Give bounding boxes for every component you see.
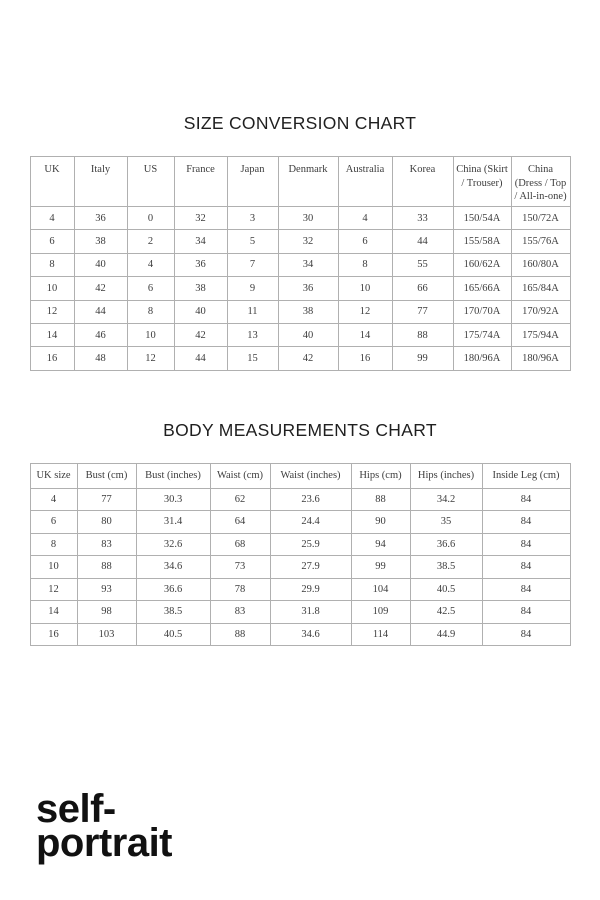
table-cell: 83 <box>77 533 136 556</box>
table-cell: 84 <box>482 533 570 556</box>
table-cell: 32 <box>174 207 227 230</box>
table-row <box>30 230 570 253</box>
table-cell: 36 <box>278 277 338 300</box>
table-cell: 2 <box>127 230 174 253</box>
table-cell: 11 <box>227 300 278 323</box>
table-cell: 46 <box>74 323 127 346</box>
table-cell: 31.8 <box>270 601 351 624</box>
table-cell: 48 <box>74 347 127 370</box>
table-cell: 16 <box>30 347 74 370</box>
table-cell: 90 <box>351 511 410 534</box>
table-cell: 44 <box>392 230 453 253</box>
table-cell: 35 <box>410 511 482 534</box>
size-conversion-chart-title: SIZE CONVERSION CHART <box>183 113 417 133</box>
table-cell: 84 <box>482 556 570 579</box>
table-cell: 66 <box>392 277 453 300</box>
table-cell: 88 <box>351 488 410 511</box>
table-cell: 34.6 <box>136 556 210 579</box>
table-cell: 38.5 <box>410 556 482 579</box>
table-cell: 84 <box>482 578 570 601</box>
table-cell: 23.6 <box>270 488 351 511</box>
column-header: Italy <box>74 157 127 207</box>
table-cell: 12 <box>30 300 74 323</box>
table-cell: 14 <box>338 323 392 346</box>
table-cell: 34 <box>174 230 227 253</box>
table-cell: 180/96A <box>453 347 511 370</box>
table-cell: 15 <box>227 347 278 370</box>
table-cell: 6 <box>30 511 77 534</box>
table-cell: 99 <box>351 556 410 579</box>
table-cell: 170/92A <box>511 300 570 323</box>
table-row <box>30 556 570 579</box>
table-cell: 10 <box>127 323 174 346</box>
table-cell: 83 <box>210 601 270 624</box>
table-cell: 34.2 <box>410 488 482 511</box>
logo-line-2: portrait <box>36 821 172 865</box>
table-cell: 73 <box>210 556 270 579</box>
table-cell: 160/80A <box>511 253 570 276</box>
table-cell: 170/70A <box>453 300 511 323</box>
table-cell: 6 <box>30 230 74 253</box>
table-cell: 10 <box>30 277 74 300</box>
table-cell: 30.3 <box>136 488 210 511</box>
column-header: Denmark <box>278 157 338 207</box>
table-cell: 175/74A <box>453 323 511 346</box>
table-cell: 6 <box>338 230 392 253</box>
table-cell: 12 <box>338 300 392 323</box>
table-cell: 33 <box>392 207 453 230</box>
column-header: Waist (inches) <box>270 463 351 488</box>
table-cell: 88 <box>392 323 453 346</box>
table-cell: 36 <box>174 253 227 276</box>
table-cell: 6 <box>127 277 174 300</box>
table-cell: 8 <box>30 253 74 276</box>
table-cell: 38 <box>278 300 338 323</box>
column-header: China (Dress / Top / All-in-one) <box>511 157 570 207</box>
table-cell: 9 <box>227 277 278 300</box>
table-cell: 10 <box>30 556 77 579</box>
table-row <box>30 300 570 323</box>
table-cell: 12 <box>127 347 174 370</box>
table-cell: 4 <box>30 207 74 230</box>
table-cell: 31.4 <box>136 511 210 534</box>
table-cell: 84 <box>482 601 570 624</box>
table-cell: 42 <box>278 347 338 370</box>
table-cell: 5 <box>227 230 278 253</box>
table-cell: 4 <box>338 207 392 230</box>
table-cell: 24.4 <box>270 511 351 534</box>
table-cell: 84 <box>482 623 570 646</box>
table-cell: 34 <box>278 253 338 276</box>
column-header: Bust (inches) <box>136 463 210 488</box>
table-cell: 42.5 <box>410 601 482 624</box>
table-cell: 114 <box>351 623 410 646</box>
table-cell: 8 <box>30 533 77 556</box>
table-cell: 42 <box>174 323 227 346</box>
table-cell: 16 <box>338 347 392 370</box>
table-cell: 10 <box>338 277 392 300</box>
table-cell: 40.5 <box>410 578 482 601</box>
table-cell: 12 <box>30 578 77 601</box>
table-cell: 93 <box>77 578 136 601</box>
logo-line-1: self- <box>36 787 116 831</box>
table-cell: 40 <box>74 253 127 276</box>
table-cell: 27.9 <box>270 556 351 579</box>
table-cell: 8 <box>127 300 174 323</box>
table-cell: 44 <box>174 347 227 370</box>
table-cell: 84 <box>482 511 570 534</box>
column-header: Hips (inches) <box>410 463 482 488</box>
table-cell: 109 <box>351 601 410 624</box>
table-cell: 165/84A <box>511 277 570 300</box>
size-conversion-table-header <box>30 157 570 207</box>
table-cell: 3 <box>227 207 278 230</box>
table-row <box>30 277 570 300</box>
table-cell: 64 <box>210 511 270 534</box>
table-cell: 40 <box>278 323 338 346</box>
table-row <box>30 511 570 534</box>
table-row <box>30 488 570 511</box>
table-cell: 98 <box>77 601 136 624</box>
table-cell: 14 <box>30 601 77 624</box>
table-cell: 150/54A <box>453 207 511 230</box>
table-cell: 0 <box>127 207 174 230</box>
column-header: Hips (cm) <box>351 463 410 488</box>
table-row <box>30 347 570 370</box>
table-cell: 38.5 <box>136 601 210 624</box>
table-cell: 175/94A <box>511 323 570 346</box>
table-cell: 34.6 <box>270 623 351 646</box>
table-cell: 150/72A <box>511 207 570 230</box>
table-cell: 68 <box>210 533 270 556</box>
table-cell: 40 <box>174 300 227 323</box>
table-cell: 4 <box>127 253 174 276</box>
column-header: Bust (cm) <box>77 463 136 488</box>
column-header: China (Skirt / Trouser) <box>453 157 511 207</box>
column-header: Australia <box>338 157 392 207</box>
table-cell: 55 <box>392 253 453 276</box>
table-row <box>30 578 570 601</box>
table-cell: 30 <box>278 207 338 230</box>
table-cell: 44.9 <box>410 623 482 646</box>
column-header: Korea <box>392 157 453 207</box>
table-cell: 32.6 <box>136 533 210 556</box>
table-cell: 77 <box>77 488 136 511</box>
table-cell: 77 <box>392 300 453 323</box>
table-cell: 4 <box>30 488 77 511</box>
table-cell: 42 <box>74 277 127 300</box>
table-cell: 44 <box>74 300 127 323</box>
table-cell: 103 <box>77 623 136 646</box>
table-cell: 25.9 <box>270 533 351 556</box>
table-cell: 104 <box>351 578 410 601</box>
table-row <box>30 207 570 230</box>
table-row <box>30 601 570 624</box>
table-cell: 84 <box>482 488 570 511</box>
column-header: US <box>127 157 174 207</box>
table-cell: 180/96A <box>511 347 570 370</box>
table-cell: 160/62A <box>453 253 511 276</box>
table-cell: 78 <box>210 578 270 601</box>
column-header: France <box>174 157 227 207</box>
table-cell: 14 <box>30 323 74 346</box>
table-cell: 94 <box>351 533 410 556</box>
body-measurements-table <box>30 463 571 647</box>
table-row <box>30 623 570 646</box>
table-cell: 16 <box>30 623 77 646</box>
table-cell: 36.6 <box>136 578 210 601</box>
table-cell: 155/58A <box>453 230 511 253</box>
table-cell: 8 <box>338 253 392 276</box>
self-portrait-logo <box>36 787 172 865</box>
column-header: UK <box>30 157 74 207</box>
table-cell: 7 <box>227 253 278 276</box>
table-row <box>30 323 570 346</box>
body-measurements-chart-title: BODY MEASUREMENTS CHART <box>163 419 437 440</box>
table-row <box>30 253 570 276</box>
column-header: UK size <box>30 463 77 488</box>
size-conversion-table <box>30 156 571 371</box>
table-cell: 13 <box>227 323 278 346</box>
table-cell: 32 <box>278 230 338 253</box>
table-cell: 38 <box>174 277 227 300</box>
table-cell: 88 <box>77 556 136 579</box>
table-cell: 36 <box>74 207 127 230</box>
table-cell: 38 <box>74 230 127 253</box>
table-cell: 80 <box>77 511 136 534</box>
column-header: Japan <box>227 157 278 207</box>
body-measurements-table-header <box>30 463 570 488</box>
table-row <box>30 533 570 556</box>
table-cell: 165/66A <box>453 277 511 300</box>
table-cell: 36.6 <box>410 533 482 556</box>
table-cell: 29.9 <box>270 578 351 601</box>
table-cell: 155/76A <box>511 230 570 253</box>
column-header: Waist (cm) <box>210 463 270 488</box>
table-cell: 40.5 <box>136 623 210 646</box>
table-cell: 88 <box>210 623 270 646</box>
table-cell: 62 <box>210 488 270 511</box>
column-header: Inside Leg (cm) <box>482 463 570 488</box>
table-cell: 99 <box>392 347 453 370</box>
